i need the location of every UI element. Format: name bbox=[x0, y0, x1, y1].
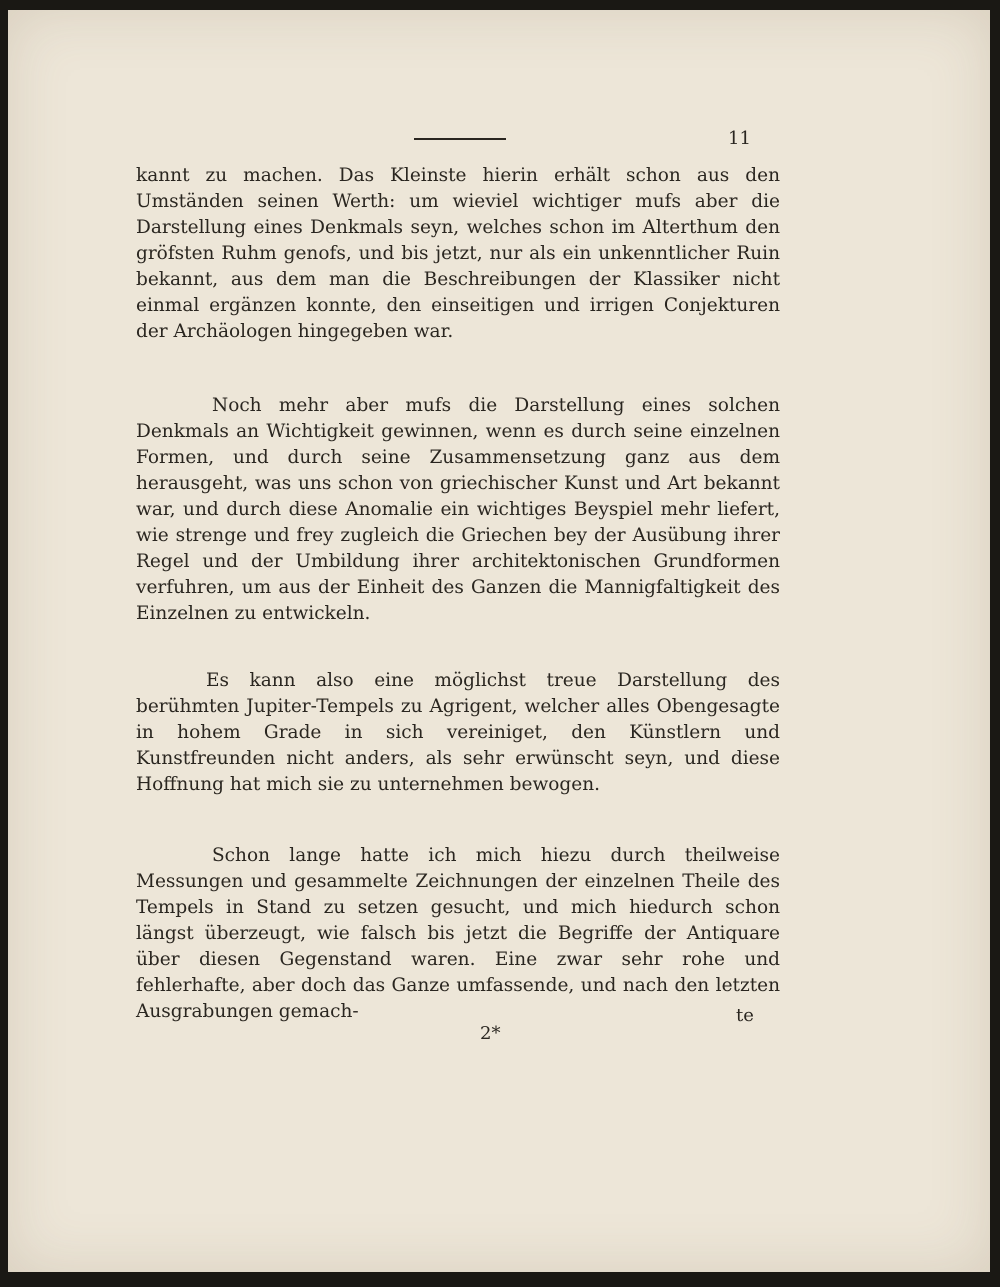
catchword: te bbox=[736, 1005, 754, 1026]
header-rule bbox=[414, 138, 506, 140]
paragraph-2: Noch mehr aber mufs die Darstellung eines solchen Denkmals an Wichtigkeit gewinnen, wenn es durch seine einzelnen Formen, und durch seine Zusammensetzung ganz aus dem herausgeht, was uns schon von griechischer Kunst und Art bekannt war, und durch diese Anomalie ein wichtiges Beyspiel mehr liefert, wie strenge und frey zugleich die Griechen bey der Ausübung ihrer Regel und der Umbildung ihrer architektonischen Grundformen verfuhren, um aus der Einheit des Ganzen die Mannigfaltigkeit des Einzelnen zu entwickeln. bbox=[136, 395, 780, 624]
paragraph-1: kannt zu machen. Das Kleinste hierin erhält schon aus den Umständen seinen Werth: um wieviel wichtiger mufs aber die Darstellung eines Denkmals seyn, welches schon im Alterthum den gröfsten Ruhm genofs, und bis jetzt, nur als ein unkenntlicher Ruin bekannt, aus dem man die Beschreibungen der Klassiker nicht einmal ergänzen konnte, den einseitigen und irrigen Conjekturen der Archäologen hingegeben war. bbox=[136, 165, 780, 342]
paragraph-3: Es kann also eine möglichst treue Darstellung des berühmten Jupiter-Tempels zu Agrigent, welcher alles Obengesagte in hohem Grade in sich vereiniget, den Künstlern und Kunstfreunden nicht anders, als sehr erwünscht seyn, und diese Hoffnung hat mich sie zu unternehmen bewogen. bbox=[136, 670, 780, 795]
paragraph-4: Schon lange hatte ich mich hiezu durch theilweise Messungen und gesammelte Zeichnungen der einzelnen Theile des Tempels in Stand zu setzen gesucht, und mich hiedurch schon längst überzeugt, wie falsch bis jetzt die Begriffe der Antiquare über diesen Gegenstand waren. Eine zwar sehr rohe und fehlerhafte, aber doch das Ganze umfassende, und nach den letzten Ausgrabungen gemach- bbox=[136, 845, 780, 1022]
signature-mark: 2* bbox=[480, 1023, 501, 1044]
page-number: 11 bbox=[728, 128, 751, 149]
